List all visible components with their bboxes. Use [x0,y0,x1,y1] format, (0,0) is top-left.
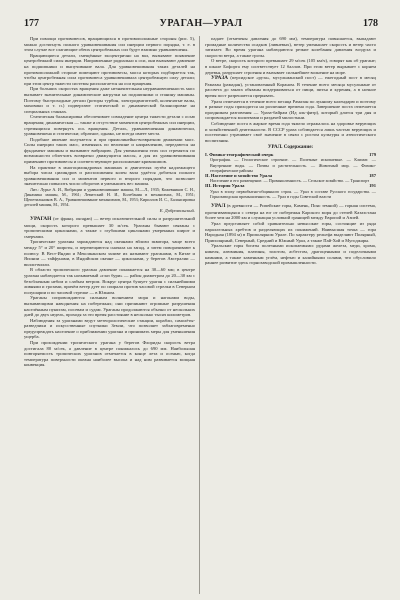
body-paragraph: Ураза отмечается в течение всего месяца Рамазан по лунному календарю и поэтому в разные годы приходится на различные времена года. Завершение поста отмечается праздником разговения — Ураза-байрам (Ид аль-фитр), который длится три дня и сопровождается молитвами и раздачей милостыни. [205,98,376,121]
toc-subsection-list: Орография. — Геологическое строение. — Полезные ископаемые. — Климат. — Внутренние воды. — Почвы и растительность. — Животный мир. — Физико-географические районы [210,157,376,173]
entry-definition: (от франц. ouragan) — ветер исключительной силы и разрушительной мощи, скорость которого превышает 30 м/сек. Ураганы бывают связаны с тропическими циклонами, а также с глубокими циклонами умеренных широт и смерчами. [24,216,195,239]
left-column [24,36,195,596]
toc-subsection-list: Урал в эпоху первобытно-общинного строя. — Урал в составе Русского государства. — Горнозаводская промышленность. — Урал в годы Советской власти [210,189,376,200]
body-paragraph: Подобное явление получается и при прямолинейно-возвратном движении масс. Силы инерции таких масс, изменяясь по величине и направлению, передаются на фундамент машины и вызывают вибрацию. Для уменьшения этих сил стремятся по возможности облегчить возвратно движущиеся массы, а для их уравновешивания применяют противовесы и соответствующее расположение кривошипов. [24,136,195,165]
entry-definition: (в древности — Рипейские горы, Камень, Пояс земной) — горная система, протягивающаяся с севера на юг от побережья Карского моря до степей Казахстана более чем на 2000 км и служащая условной границей между Европой и Азией. [205,203,376,221]
author-signature: Е. Добровольский. [159,208,195,214]
body-paragraph: Наблюдения за ураганами ведут метеорологические станции, корабли, самолёты-разведчики и искусственные спутники Земли, что позволяет заблаговременно предупреждать население о приближении урагана и принимать меры для уменьшения ущерба. [24,317,195,340]
body-paragraph: На практике в многоцилиндровых машинах и двигателях путём надлежащего выбора числа цилиндров и расположения колен вала удаётся добиться полного уравновешивания сил и моментов первого и второго порядков, что позволяет значительно повысить число оборотов и уменьшить вес машин. [24,164,195,187]
body-paragraph: При больших скоростях вращения даже незначительная неуравновешенность масс вызывает значительные динамические нагрузки на подшипники и станину машины. Поэтому быстроходные детали (роторы турбин, электродвигателей, коленчатые валы, маховики и т. п.) подвергают статической и динамической балансировке на специальных станках. [24,86,195,114]
body-paragraph: Уральские горы богаты полезными ископаемыми: рудами железа, меди, хрома, никеля, алюминия, платины, золотом, асбестом, драгоценными и поделочными камнями, а также каменным углём, нефтью и калийными солями, что обусловило раннее развитие здесь горнозаводской промышленности. [205,243,376,266]
body-paragraph: Статическая балансировка обеспечивает совпадение центра тяжести детали с осью вращения; динамическая — также и отсутствие моментов центробежных сил инерции, стремящихся повернуть ось вращения. Деталь, уравновешенная динамически, уравновешена и статически; обратное, однако, не всегда имеет места. [24,114,195,137]
toc-row-title: III. История Урала [205,183,245,189]
body-paragraph: Лит.: Лурье А. И., Вибрации и уравновешивание машин, М.—Л., 1935; Кожевников С. Н., Динамика машин, М., 1961; Левитский Н. И., Колебания в механизмах, М., 1951; Щепетильников В. А., Уравновешивание механизмов, М., 1953; Кириллов И. С., Балансировка деталей машин, М., 1954. [24,187,195,208]
toc-row-title: II. Население и хозяйство Урала [205,172,273,178]
body-paragraph: Соблюдение поста в жаркое время года тяжело отражалось на здоровье верующих и хозяйственной деятельности. В СССР ураза соблюдается лишь частью верующих и постепенно утрачивает своё значение в связи с ростом культуры и атеистического воспитания. [205,120,376,143]
toc-subsection-list: Население и его размещение. — Промышленность. — Сельское хозяйство. — Транспорт [210,178,370,184]
page-header [24,18,378,32]
entry-headword: УРАЗА [211,75,229,82]
toc-title: УРАЛ. Содержание: [267,145,314,151]
body-paragraph: При помощи противовесов, вращающихся в противоположные стороны (рис. 5), можно достигнуть полного уравновешивания сил инерции первого порядка, т. е. в этом случае все слагающие обеих центробежных сил будут взаимно уравновешены. [24,36,195,53]
body-paragraph: Тропические ураганы зарождаются над океанами вблизи экватора, чаще всего между 5° и 20° широты, и перемещаются сначала на запад, а затем поворачивают к полюсу. В Вест-Индии и Мексиканском заливе их называют ураганами, в Китае и Японии — тайфунами, в Индийском океане — циклонами, у берегов Австралии — вилли-вилли. [24,239,195,267]
body-paragraph: Ураганы сопровождаются сильным волнением моря и нагонами воды, вызывающими наводнения на побережьях; они причиняют огромные разрушения населённым пунктам, посевам и судам. Ураганы продолжаются обычно от нескольких дней до двух недель, проходя за это время расстояние в несколько тысяч километров. [24,295,195,318]
body-paragraph: О ветре, скорость которого превышает 29 м/сек (105 км/ч), говорят как об урагане; в шкале Бофорта ему соответствует 12 баллов. При этом ветер вырывает с корнем деревья, разрушает строения и вызывает сильнейшее волнение на море. [205,58,376,75]
toc-row-page: 191 [369,183,376,189]
table-of-contents [205,145,376,199]
body-paragraph: падает (отмечены давления до 690 мм), температура повышается, выпадают громадные количества осадков (ливневых), ветер уменьшает скорость и ветер часто затихает. Во время урагана наблюдаются резкие колебания давления воздуха и скорости ветра, а также грозы. [205,36,376,58]
running-title: УРАГАН—УРАЛ [159,18,243,29]
entry-paragraph [24,216,195,239]
body-paragraph: В области тропического урагана давление понижается на 30—60 мм; в центре урагана наблюдается так называемый «глаз бури» — район диаметром до 20—30 км с безоблачным небом и слабым ветром. Вокруг центра бушует ураган с сильнейшими ливнями и грозами, причём ветер дует по спирали против часовой стрелки в Северном полушарии и по часовой стрелке — в Южном. [24,267,195,295]
column-separator [199,36,200,594]
entry-headword: УРАЛ [211,203,226,210]
body-paragraph: При прохождении тропического урагана у берегов Флориды скорость ветра достигала 80 м/сек, а давление в центре понижалось до 690 мм. Наибольшая повторяемость тропических ураганов отмечается в конце лета и осенью, когда температура поверхности океана наиболее высока и над ним развивается мощная конвекция. [24,340,195,368]
page-number-right: 178 [362,18,378,29]
toc-row-page: 187 [369,172,376,178]
right-column [205,36,376,596]
toc-row-title: I. Физико-географический очерк [205,151,274,157]
entry-paragraph [205,75,376,98]
entry-headword: УРАГАН [30,216,52,222]
body-paragraph: Урал представляет собой сравнительно невысокие горы, состоящие из ряда параллельных хребтов и разделяющих их понижений. Наивысшая точка — гора Народная (1894 м) в Приполярном Урале. По характеру рельефа выделяют Полярный, Приполярный, Северный, Средний и Южный Урал, а также Пай-Хой и Мугоджары. [205,221,376,243]
body-paragraph: Вращающиеся детали, смещённые эксцентрично на вал, вызывают появление центробежной силы инерции. Направленные радиально к оси, они вызывают давление на подшипники и выпучивание вала. Для уравновешивания таких деталей на противоположной стороне помещают противовесы, масса которых подбирается так, чтобы центробежная сила противовеса уравновешивала центробежную силу детали; при этом центр тяжести системы располагается на оси вращения. [24,52,195,86]
page-number-left: 177 [24,18,39,29]
toc-row-page: 179 [369,151,376,157]
entry-definition: (персидское «руза», мусульманский пост) — ежегодный пост в месяц Рамазан (рамадан), установленный Кораном. В течение всего месяца мусульмане от рассвета до заката обязаны воздерживаться от пищи, питья и курения, а в ночное время пост разрешается прерывать. [205,75,376,98]
entry-paragraph [205,203,376,221]
